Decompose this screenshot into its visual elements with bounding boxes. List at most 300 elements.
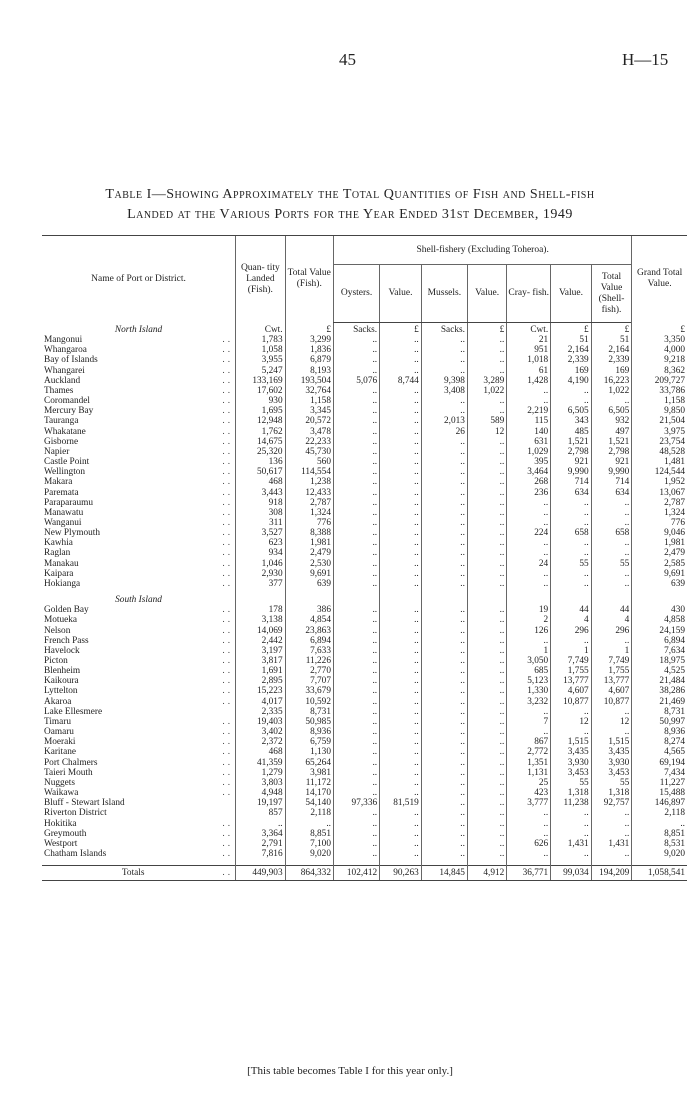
value-cell: .. — [333, 518, 379, 528]
value-cell: 24,159 — [632, 626, 687, 636]
value-cell: 1 — [551, 646, 592, 656]
leader-dots: .. — [222, 335, 234, 346]
value-cell: .. — [591, 707, 632, 717]
value-cell: .. — [507, 829, 551, 839]
value-cell: 6,759 — [285, 737, 333, 747]
leader-dots: .. — [222, 385, 234, 396]
value-cell: .. — [380, 849, 422, 859]
value-cell: 8,731 — [632, 707, 687, 717]
caption-line-1: Table I—Showing Approximately the Total Quantities of Fish and Shell-fish — [105, 187, 595, 202]
total-cell: 14,845 — [421, 866, 467, 881]
value-cell: 26 — [421, 427, 467, 437]
value-cell: .. — [333, 447, 379, 457]
leader-dots: .. — [222, 446, 234, 457]
value-cell: .. — [380, 569, 422, 579]
value-cell: 7,749 — [551, 656, 592, 666]
caption-line-2: Landed at the Various Ports for the Year Ended 31st December, 1949 — [127, 207, 573, 222]
value-cell: .. — [333, 747, 379, 757]
value-cell: .. — [333, 829, 379, 839]
value-cell: 268 — [507, 477, 551, 487]
value-cell: .. — [467, 646, 506, 656]
value-cell: 8,936 — [285, 727, 333, 737]
value-cell: 50,997 — [632, 717, 687, 727]
value-cell: .. — [333, 697, 379, 707]
value-cell: .. — [467, 768, 506, 778]
port-name: Whangarei .. — [44, 365, 234, 376]
value-cell: 2,479 — [285, 548, 333, 558]
table-row — [42, 819, 687, 829]
value-cell: 623 — [236, 538, 286, 548]
value-cell: 12 — [551, 717, 592, 727]
unit-cell: Sacks. — [333, 323, 379, 336]
value-cell: .. — [421, 548, 467, 558]
port-name: Manakau .. — [44, 558, 234, 569]
value-cell: .. — [591, 518, 632, 528]
value-cell: .. — [380, 686, 422, 696]
value-cell: 38,286 — [632, 686, 687, 696]
table-row — [42, 427, 687, 437]
value-cell: 21,469 — [632, 697, 687, 707]
leader-dots: .. — [222, 467, 234, 478]
value-cell: 1,755 — [551, 666, 592, 676]
value-cell: 714 — [551, 477, 592, 487]
value-cell: 7,633 — [285, 646, 333, 656]
value-cell: .. — [380, 605, 422, 615]
value-cell: .. — [467, 467, 506, 477]
value-cell: 2,118 — [285, 808, 333, 818]
value-cell: 343 — [551, 416, 592, 426]
value-cell: 7 — [507, 717, 551, 727]
totals-row — [42, 866, 687, 881]
value-cell: .. — [467, 747, 506, 757]
value-cell: .. — [467, 355, 506, 365]
value-cell: 4,190 — [551, 376, 592, 386]
value-cell: .. — [551, 386, 592, 396]
value-cell: 951 — [507, 345, 551, 355]
value-cell: 92,757 — [591, 798, 632, 808]
value-cell: 1,981 — [632, 538, 687, 548]
value-cell: 1,836 — [285, 345, 333, 355]
value-cell: 4,565 — [632, 747, 687, 757]
value-cell: 857 — [236, 808, 286, 818]
value-cell: .. — [421, 528, 467, 538]
value-cell: .. — [551, 498, 592, 508]
leader-dots: .. — [222, 517, 234, 528]
value-cell: 9,020 — [632, 849, 687, 859]
value-cell: 1,324 — [632, 508, 687, 518]
value-cell: .. — [467, 559, 506, 569]
value-cell: .. — [507, 727, 551, 737]
value-cell: 33,679 — [285, 686, 333, 696]
value-cell: 2,118 — [632, 808, 687, 818]
value-cell: 48,528 — [632, 447, 687, 457]
value-cell: .. — [421, 457, 467, 467]
value-cell: 2,585 — [632, 559, 687, 569]
table-row — [42, 406, 687, 416]
value-cell: .. — [333, 737, 379, 747]
table-row — [42, 758, 687, 768]
value-cell: 4,017 — [236, 697, 286, 707]
port-name: Wanganui .. — [44, 517, 234, 528]
value-cell: .. — [333, 559, 379, 569]
value-cell: 13,067 — [632, 488, 687, 498]
value-cell: .. — [333, 386, 379, 396]
value-cell: 377 — [236, 579, 286, 589]
table-row — [42, 488, 687, 498]
fish-landings-table — [42, 235, 687, 881]
value-cell: .. — [591, 498, 632, 508]
value-cell: .. — [380, 366, 422, 376]
value-cell: .. — [467, 697, 506, 707]
value-cell: 5,247 — [236, 366, 286, 376]
value-cell: 41,359 — [236, 758, 286, 768]
value-cell: 10,877 — [591, 697, 632, 707]
value-cell: .. — [467, 437, 506, 447]
value-cell: .. — [421, 697, 467, 707]
value-cell: 2,164 — [551, 345, 592, 355]
port-name: Paraparaumu .. — [44, 497, 234, 508]
value-cell: .. — [333, 676, 379, 686]
header-total-shellfish: Total Value (Shell- fish). — [591, 265, 632, 323]
table-row — [42, 737, 687, 747]
total-cell: 102,412 — [333, 866, 379, 881]
value-cell: .. — [591, 396, 632, 406]
leader-dots: .. — [222, 676, 234, 687]
value-cell: .. — [467, 488, 506, 498]
value-cell: .. — [421, 569, 467, 579]
header-quantity: Quan- tity Landed (Fish). — [236, 236, 286, 323]
value-cell: 867 — [507, 737, 551, 747]
value-cell: .. — [467, 335, 506, 345]
value-cell: .. — [551, 636, 592, 646]
value-cell: .. — [591, 727, 632, 737]
value-cell: 2,772 — [507, 747, 551, 757]
value-cell: 1,981 — [285, 538, 333, 548]
leader-dots: .. — [222, 365, 234, 376]
value-cell: 15,488 — [632, 788, 687, 798]
port-name: Tauranga .. — [44, 416, 234, 427]
value-cell: 9,691 — [285, 569, 333, 579]
value-cell: 4,858 — [632, 615, 687, 625]
value-cell: 55 — [551, 778, 592, 788]
value-cell: 3,435 — [591, 747, 632, 757]
port-name: Oamaru .. — [44, 727, 234, 738]
port-name: Riverton District — [44, 808, 107, 819]
value-cell: .. — [380, 666, 422, 676]
value-cell: 3,955 — [236, 355, 286, 365]
value-cell: 634 — [551, 488, 592, 498]
value-cell: .. — [380, 538, 422, 548]
value-cell: .. — [333, 839, 379, 849]
value-cell: .. — [236, 819, 286, 829]
value-cell: .. — [333, 707, 379, 717]
value-cell: 2,530 — [285, 559, 333, 569]
value-cell: 934 — [236, 548, 286, 558]
header-mussels-value: Value. — [467, 265, 506, 323]
table-row — [42, 697, 687, 707]
value-cell: 9,990 — [551, 467, 592, 477]
value-cell: .. — [467, 636, 506, 646]
total-cell: 864,332 — [285, 866, 333, 881]
table-row — [42, 528, 687, 538]
table-row — [42, 717, 687, 727]
value-cell: .. — [551, 569, 592, 579]
value-cell: 8,744 — [380, 376, 422, 386]
port-name: Manawatu .. — [44, 507, 234, 518]
value-cell: .. — [421, 737, 467, 747]
value-cell: .. — [380, 528, 422, 538]
value-cell: .. — [333, 467, 379, 477]
table-row — [42, 579, 687, 589]
value-cell: .. — [421, 636, 467, 646]
value-cell: 4,525 — [632, 666, 687, 676]
value-cell: .. — [467, 615, 506, 625]
value-cell: 22,233 — [285, 437, 333, 447]
port-name: Whangaroa .. — [44, 345, 234, 356]
value-cell: 11,226 — [285, 656, 333, 666]
value-cell: 65,264 — [285, 758, 333, 768]
value-cell: 3,138 — [236, 615, 286, 625]
value-cell: .. — [333, 808, 379, 818]
value-cell: .. — [380, 488, 422, 498]
leader-dots: .. — [222, 767, 234, 778]
value-cell: .. — [380, 508, 422, 518]
table-row — [42, 636, 687, 646]
value-cell: .. — [467, 406, 506, 416]
value-cell: 1,521 — [591, 437, 632, 447]
table-row — [42, 467, 687, 477]
value-cell: .. — [380, 396, 422, 406]
value-cell: 634 — [591, 488, 632, 498]
value-cell: 51 — [591, 335, 632, 345]
value-cell: .. — [591, 819, 632, 829]
value-cell: 6,879 — [285, 355, 333, 365]
value-cell: 3,981 — [285, 768, 333, 778]
port-name: Port Chalmers .. — [44, 757, 234, 768]
table-row — [42, 335, 687, 345]
value-cell: .. — [380, 355, 422, 365]
value-cell: .. — [333, 366, 379, 376]
value-cell: .. — [421, 508, 467, 518]
value-cell: .. — [421, 538, 467, 548]
value-cell: 1,029 — [507, 447, 551, 457]
leader-dots: .. — [222, 487, 234, 498]
value-cell: 1,022 — [591, 386, 632, 396]
value-cell: .. — [467, 626, 506, 636]
value-cell: 19,197 — [236, 798, 286, 808]
value-cell: 25 — [507, 778, 551, 788]
value-cell: .. — [333, 819, 379, 829]
value-cell: .. — [380, 697, 422, 707]
value-cell: .. — [591, 508, 632, 518]
value-cell: .. — [467, 366, 506, 376]
value-cell: .. — [507, 849, 551, 859]
value-cell: 3,464 — [507, 467, 551, 477]
port-name: Westport .. — [44, 838, 234, 849]
value-cell: 3,435 — [551, 747, 592, 757]
value-cell: 2,787 — [285, 498, 333, 508]
leader-dots: .. — [222, 416, 234, 427]
value-cell: 19,403 — [236, 717, 286, 727]
value-cell: .. — [380, 437, 422, 447]
value-cell: 146,897 — [632, 798, 687, 808]
value-cell: .. — [421, 839, 467, 849]
value-cell: 3,453 — [551, 768, 592, 778]
value-cell: .. — [380, 778, 422, 788]
value-cell: .. — [467, 656, 506, 666]
value-cell: 11,227 — [632, 778, 687, 788]
value-cell: .. — [421, 686, 467, 696]
value-cell: .. — [380, 447, 422, 457]
value-cell: 1,279 — [236, 768, 286, 778]
value-cell: .. — [551, 396, 592, 406]
leader-dots: .. — [222, 716, 234, 727]
value-cell: 918 — [236, 498, 286, 508]
value-cell: 2,335 — [236, 707, 286, 717]
value-cell: .. — [421, 768, 467, 778]
value-cell: 12,948 — [236, 416, 286, 426]
value-cell: 1,515 — [591, 737, 632, 747]
header-oysters-value: Value. — [380, 265, 422, 323]
value-cell: .. — [333, 727, 379, 737]
value-cell: 3,299 — [285, 335, 333, 345]
leader-dots: .. — [222, 868, 234, 879]
page-reference: H—15 — [622, 50, 669, 69]
value-cell: .. — [380, 808, 422, 818]
port-name: Napier .. — [44, 446, 234, 457]
value-cell: .. — [551, 808, 592, 818]
value-cell: .. — [421, 615, 467, 625]
value-cell: .. — [333, 406, 379, 416]
port-name: Lyttelton .. — [44, 686, 234, 697]
unit-cell: £ — [591, 323, 632, 336]
value-cell: .. — [380, 457, 422, 467]
value-cell: 1,046 — [236, 559, 286, 569]
value-cell: .. — [380, 548, 422, 558]
total-cell: 99,034 — [551, 866, 592, 881]
port-name: Hokitika .. — [44, 818, 234, 829]
value-cell: .. — [380, 559, 422, 569]
value-cell: .. — [333, 666, 379, 676]
value-cell: 12 — [467, 427, 506, 437]
value-cell: .. — [421, 717, 467, 727]
value-cell: .. — [421, 355, 467, 365]
value-cell: .. — [333, 437, 379, 447]
value-cell: 386 — [285, 605, 333, 615]
leader-dots: .. — [222, 727, 234, 738]
value-cell: .. — [380, 406, 422, 416]
value-cell: .. — [333, 686, 379, 696]
value-cell: 11,172 — [285, 778, 333, 788]
value-cell: .. — [333, 626, 379, 636]
leader-dots: .. — [222, 788, 234, 799]
value-cell: .. — [333, 636, 379, 646]
value-cell: .. — [551, 538, 592, 548]
value-cell: 140 — [507, 427, 551, 437]
value-cell: .. — [421, 808, 467, 818]
value-cell: 115 — [507, 416, 551, 426]
table-row — [42, 686, 687, 696]
value-cell: 2,219 — [507, 406, 551, 416]
value-cell: 658 — [551, 528, 592, 538]
value-cell: .. — [421, 396, 467, 406]
value-cell: .. — [333, 477, 379, 487]
value-cell: 8,388 — [285, 528, 333, 538]
unit-cell: Cwt. — [507, 323, 551, 336]
value-cell: .. — [591, 579, 632, 589]
value-cell: 3,975 — [632, 427, 687, 437]
value-cell: .. — [421, 758, 467, 768]
table-row — [42, 548, 687, 558]
value-cell: .. — [507, 707, 551, 717]
value-cell: 9,398 — [421, 376, 467, 386]
value-cell: 296 — [551, 626, 592, 636]
port-name: Blenheim .. — [44, 666, 234, 677]
value-cell: .. — [380, 345, 422, 355]
port-name: Karitane .. — [44, 747, 234, 758]
value-cell: 6,505 — [551, 406, 592, 416]
value-cell: 5,076 — [333, 376, 379, 386]
leader-dots: .. — [222, 686, 234, 697]
value-cell: 23,863 — [285, 626, 333, 636]
value-cell: 4,948 — [236, 788, 286, 798]
port-name: Thames .. — [44, 385, 234, 396]
value-cell: 4,607 — [591, 686, 632, 696]
value-cell: 1,755 — [591, 666, 632, 676]
value-cell: .. — [333, 335, 379, 345]
value-cell: 50,617 — [236, 467, 286, 477]
value-cell: .. — [467, 518, 506, 528]
table-row — [42, 508, 687, 518]
value-cell: 12,433 — [285, 488, 333, 498]
value-cell: 21,484 — [632, 676, 687, 686]
table-row — [42, 447, 687, 457]
leader-dots: .. — [222, 406, 234, 417]
value-cell: 1 — [507, 646, 551, 656]
leader-dots: .. — [222, 355, 234, 366]
value-cell: 7,100 — [285, 839, 333, 849]
value-cell: .. — [380, 646, 422, 656]
table-row — [42, 798, 687, 808]
units-row — [42, 323, 687, 336]
value-cell: .. — [380, 768, 422, 778]
value-cell: 10,592 — [285, 697, 333, 707]
value-cell: .. — [591, 829, 632, 839]
value-cell: .. — [333, 605, 379, 615]
value-cell: .. — [421, 819, 467, 829]
value-cell: 44 — [591, 605, 632, 615]
total-cell: 449,903 — [236, 866, 286, 881]
value-cell: .. — [333, 508, 379, 518]
table-row — [42, 437, 687, 447]
value-cell: 51 — [551, 335, 592, 345]
value-cell: 9,218 — [632, 355, 687, 365]
value-cell: .. — [591, 569, 632, 579]
value-cell: .. — [380, 717, 422, 727]
value-cell: .. — [333, 345, 379, 355]
value-cell: .. — [467, 345, 506, 355]
value-cell: 21 — [507, 335, 551, 345]
value-cell: 1,330 — [507, 686, 551, 696]
value-cell: 308 — [236, 508, 286, 518]
leader-dots: .. — [222, 737, 234, 748]
table-row — [42, 707, 687, 717]
value-cell: 560 — [285, 457, 333, 467]
value-cell: 921 — [551, 457, 592, 467]
value-cell: 8,851 — [632, 829, 687, 839]
unit-cell: £ — [467, 323, 506, 336]
value-cell: .. — [333, 788, 379, 798]
